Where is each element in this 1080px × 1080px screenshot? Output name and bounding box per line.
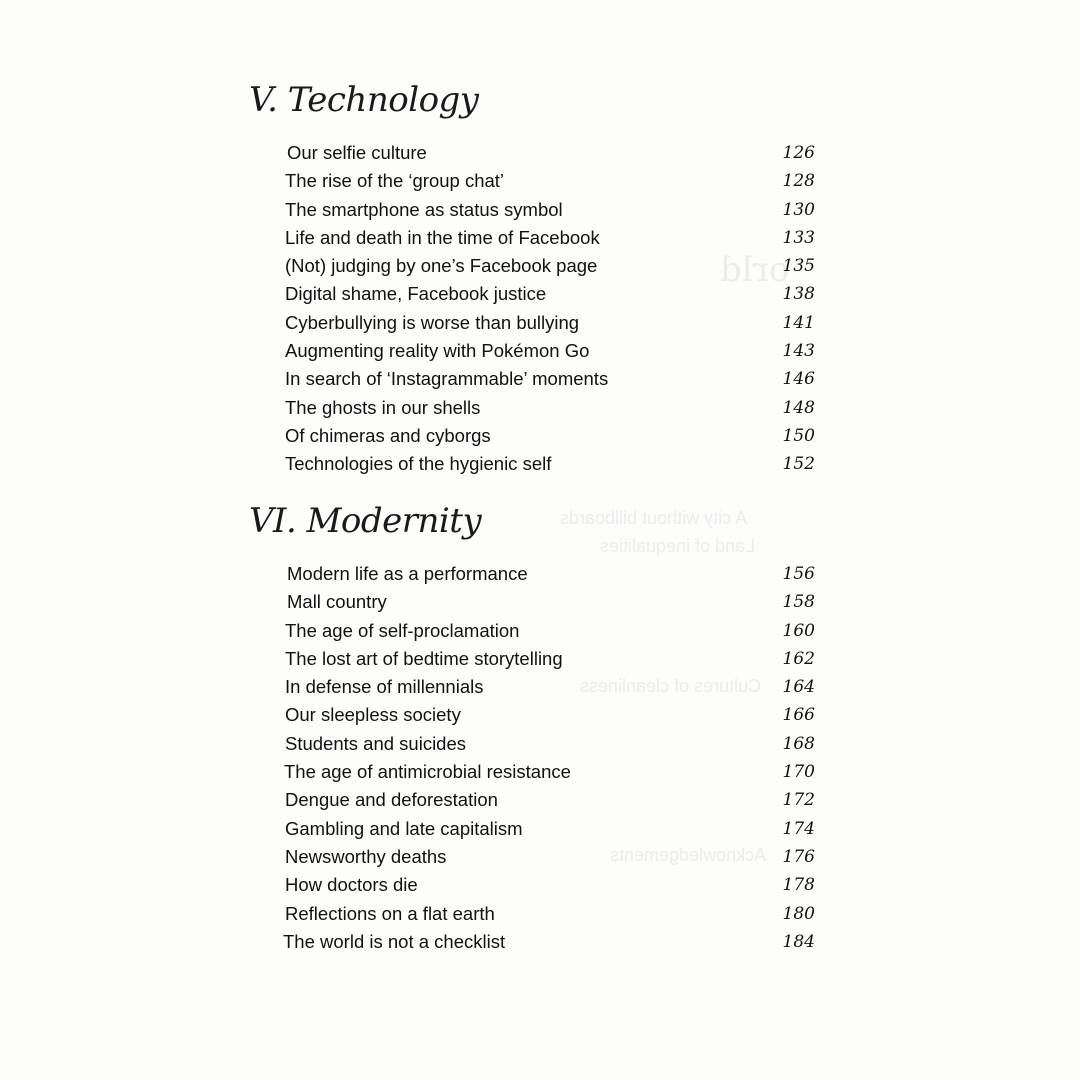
entry-page-number: 126 — [782, 143, 815, 163]
entry-title: Augmenting reality with Pokémon Go — [285, 340, 590, 362]
toc-entry — [285, 309, 815, 337]
toc-entry — [285, 139, 815, 167]
toc-entry — [285, 252, 815, 280]
toc-entry — [285, 815, 815, 843]
entry-page-number: 164 — [782, 677, 815, 698]
toc-entry — [285, 645, 815, 673]
entry-page-number: 162 — [782, 648, 815, 669]
show-through-texture: A city without billboards — [560, 508, 748, 528]
entry-page-number: 156 — [782, 564, 815, 584]
show-through-texture: orld — [720, 250, 790, 290]
entry-title: The age of antimicrobial resistance — [284, 761, 571, 783]
entry-title: Technologies of the hygienic self — [285, 453, 552, 475]
toc-entry — [285, 617, 815, 645]
entry-page-number: 138 — [782, 284, 815, 305]
entry-page-number: 178 — [782, 875, 815, 896]
entry-title: Our sleepless society — [285, 704, 461, 726]
entry-page-number: 166 — [782, 705, 815, 726]
entry-title: Cyberbullying is worse than bullying — [285, 311, 580, 333]
entry-page-number: 130 — [782, 199, 815, 220]
entry-title: Our selfie culture — [287, 142, 427, 163]
toc-entry — [285, 730, 815, 758]
entry-page-number: 160 — [782, 620, 815, 641]
entry-title: Newsworthy deaths — [285, 845, 447, 867]
show-through-texture: Acknowledgements — [610, 845, 767, 865]
section-heading: V. Technology — [249, 80, 479, 120]
entry-title: Mall country — [287, 591, 387, 613]
entry-title: Gambling and late capitalism — [285, 817, 523, 839]
entry-page-number: 180 — [782, 903, 815, 924]
toc-entry — [285, 928, 815, 956]
toc-entry — [285, 167, 815, 195]
entry-page-number: 172 — [782, 790, 815, 811]
entry-title: The world is not a checklist — [283, 930, 506, 952]
entry-page-number: 176 — [782, 846, 815, 867]
show-through-texture: Land of inequalities — [600, 536, 756, 556]
entry-title: The smartphone as status symbol — [285, 198, 563, 220]
toc-entry — [285, 560, 815, 588]
entry-title: Dengue and deforestation — [285, 789, 498, 811]
toc-entry — [285, 394, 815, 422]
entry-page-number: 168 — [782, 733, 815, 754]
entry-page-number: 150 — [782, 425, 815, 446]
entry-title: The rise of the ‘group chat’ — [285, 170, 505, 192]
toc-entry — [285, 843, 815, 871]
entry-title: Students and suicides — [285, 732, 467, 754]
toc-entry — [285, 280, 815, 308]
toc-entry-list — [285, 139, 815, 479]
toc-entry — [285, 196, 815, 224]
toc-entry — [285, 365, 815, 393]
entry-title: Modern life as a performance — [287, 563, 528, 584]
toc-entry — [285, 337, 815, 365]
entry-page-number: 128 — [782, 171, 815, 192]
entry-title: Life and death in the time of Facebook — [285, 226, 600, 248]
entry-title: The ghosts in our shells — [285, 396, 481, 418]
entry-page-number: 135 — [782, 256, 815, 277]
entry-title: Of chimeras and cyborgs — [285, 424, 491, 446]
toc-entry — [285, 786, 815, 814]
toc-entry — [285, 871, 815, 899]
entry-page-number: 174 — [782, 818, 815, 839]
entry-page-number: 133 — [782, 227, 815, 248]
entry-page-number: 141 — [782, 312, 815, 333]
toc-entry — [285, 588, 815, 616]
toc-entry — [285, 224, 815, 252]
entry-title: In defense of millennials — [285, 676, 484, 698]
entry-page-number: 170 — [782, 762, 815, 783]
entry-title: (Not) judging by one’s Facebook page — [285, 255, 598, 277]
entry-page-number: 152 — [782, 454, 815, 475]
entry-page-number: 184 — [782, 931, 815, 952]
entry-title: Reflections on a flat earth — [285, 902, 495, 924]
toc-entry — [285, 450, 815, 478]
entry-title: Digital shame, Facebook justice — [285, 283, 547, 305]
entry-page-number: 146 — [782, 369, 815, 390]
entry-title: The lost art of bedtime storytelling — [285, 647, 563, 669]
toc-entry — [285, 422, 815, 450]
toc-entry-list — [285, 560, 815, 956]
toc-entry — [285, 900, 815, 928]
entry-page-number: 158 — [782, 592, 815, 613]
toc-entry — [285, 758, 815, 786]
entry-title: The age of self-proclamation — [285, 619, 520, 641]
section-heading: VI. Modernity — [249, 501, 482, 541]
show-through-texture: Cultures of cleanliness — [580, 676, 762, 696]
entry-title: In search of ‘Instagrammable’ moments — [285, 368, 609, 390]
toc-entry — [285, 701, 815, 729]
toc-entry — [285, 673, 815, 701]
entry-page-number: 143 — [782, 341, 815, 362]
entry-page-number: 148 — [782, 397, 815, 418]
entry-title: How doctors die — [285, 874, 418, 896]
